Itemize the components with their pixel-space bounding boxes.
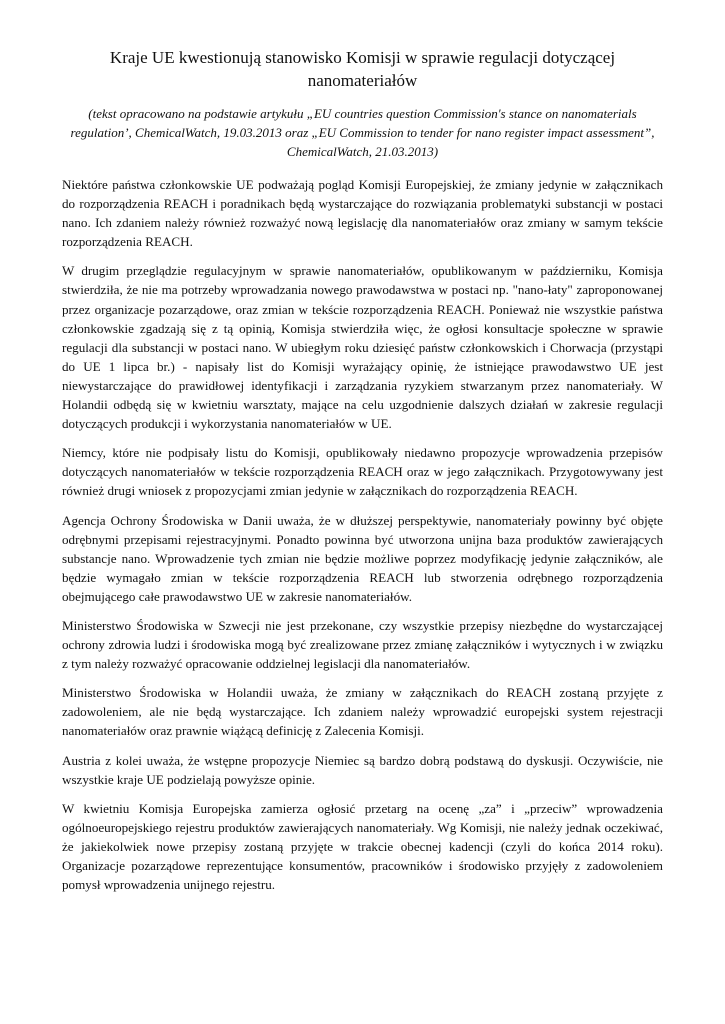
document-subtitle: (tekst opracowano na podstawie artykułu „EU countries question Commission's stance on nanomaterials regulation’, ChemicalWatch, 19.03.2013 oraz „EU Commission to tender for nano register impact assessment”, ChemicalWatch, 21.03.2013) <box>70 106 655 159</box>
paragraph-8: W kwietniu Komisja Europejska zamierza ogłosić przetarg na ocenę „za” i „przeciw” wprowadzenia ogólnoeuropejskiego rejestru produktów zawierających nanomateriały. Wg Komisji, nie należy jednak oczekiwać, że jakiekolwiek nowe przepisy zostaną przyjęte w trakcie obecnej kadencji (czyli do końca 2014 roku). Organizacje pozarządowe reprezentujące konsumentów, pracowników i środowisko przyjęły z zadowoleniem pomysł wprowadzenia unijnego rejestru. <box>62 800 663 893</box>
paragraph-3: Niemcy, które nie podpisały listu do Komisji, opublikowały niedawno propozycje wprowadzenia przepisów dotyczących nanomateriałów w tekście rozporządzenia REACH oraz w jego załącznikach. Przygotowywany jest również drugi wniosek z propozycjami zmian jedynie w załącznikach do rozporządzenia REACH. <box>62 445 663 499</box>
paragraph-6: Ministerstwo Środowiska w Holandii uważa, że zmiany w załącznikach do REACH zostaną przyjęte z zadowoleniem, ale nie będą wystarczające. Ich zdaniem należy wprowadzić europejski system rejestracji nanomateriałów oraz prawnie wiążącą definicję z Zalecenia Komisji. <box>62 685 663 739</box>
document-title: Kraje UE kwestionują stanowisko Komisji w sprawie regulacji dotyczącej nanomateriałów <box>109 48 616 90</box>
paragraph-4: Agencja Ochrony Środowiska w Danii uważa, że w dłuższej perspektywie, nanomateriały powinny być objęte odrębnymi przepisami rejestracyjnymi. Ponadto powinna być utworzona unijna baza produktów zawierających substancje nano. Wprowadzenie tych zmian nie będzie możliwe poprzez modyfikację jedynie załączników, ale będzie wymagało zmian w tekście rozporządzenia REACH lub stworzenia odrębnego rozporządzenia obejmującego całe prawodawstwo UE w zakresie nanomateriałów. <box>62 512 663 604</box>
paragraph-2: W drugim przeglądzie regulacyjnym w sprawie nanomateriałów, opublikowanym w październiku, Komisja stwierdziła, że nie ma potrzeby wprowadzania nowego prawodawstwa w postaci np. "nano-łaty" zaproponowanej przez organizacje pozarządowe, oraz zmian w tekście rozporządzenia REACH. Ponieważ nie wszystkie państwa członkowskie zgadzają się z tą opinią, Komisja stwierdziła więc, że ogłosi konsultacje społeczne w sprawie regulacji dla substancji w postaci nano. W ubiegłym roku dziesięć państw członkowskich i Chorwacja (przystąpi do UE 1 lipca br.) - napisały list do Komisji wyrażający opinię, że istniejące prawodawstwo UE jest niewystarczające do prawidłowej identyfikacji i zarządzania ryzykiem stwarzanym przez nanomateriały. W Holandii odbędą się w kwietniu warsztaty, mające na celu uzgodnienie dalszych działań w zakresie regulacji dotyczących produkcji i wykorzystania nanomateriałów w UE. <box>62 263 663 432</box>
paragraph-1: Niektóre państwa członkowskie UE podważają pogląd Komisji Europejskiej, że zmiany jedynie w załącznikach do rozporządzenia REACH i poradnikach będą wystarczające do rozwiązania problematyki substancji w postaci nano. Ich zdaniem należy również rozważyć nową legislację dla nanomateriałów oraz zmiany w samym tekście rozporządzenia REACH. <box>62 177 663 250</box>
paragraph-5: Ministerstwo Środowiska w Szwecji nie jest przekonane, czy wszystkie przepisy niezbędne do wystarczającej ochrony zdrowia ludzi i środowiska mogą być zrealizowane przez zmianę załączników i wytycznych i w związku z tym należy rozważyć opracowanie oddzielnej legislacji dla nanomateriałów. <box>62 617 663 672</box>
paragraph-7: Austria z kolei uważa, że wstępne propozycje Niemiec są bardzo dobrą podstawą do dyskusji. Oczywiście, nie wszystkie kraje UE podzielają powyższe opinie. <box>62 752 663 787</box>
